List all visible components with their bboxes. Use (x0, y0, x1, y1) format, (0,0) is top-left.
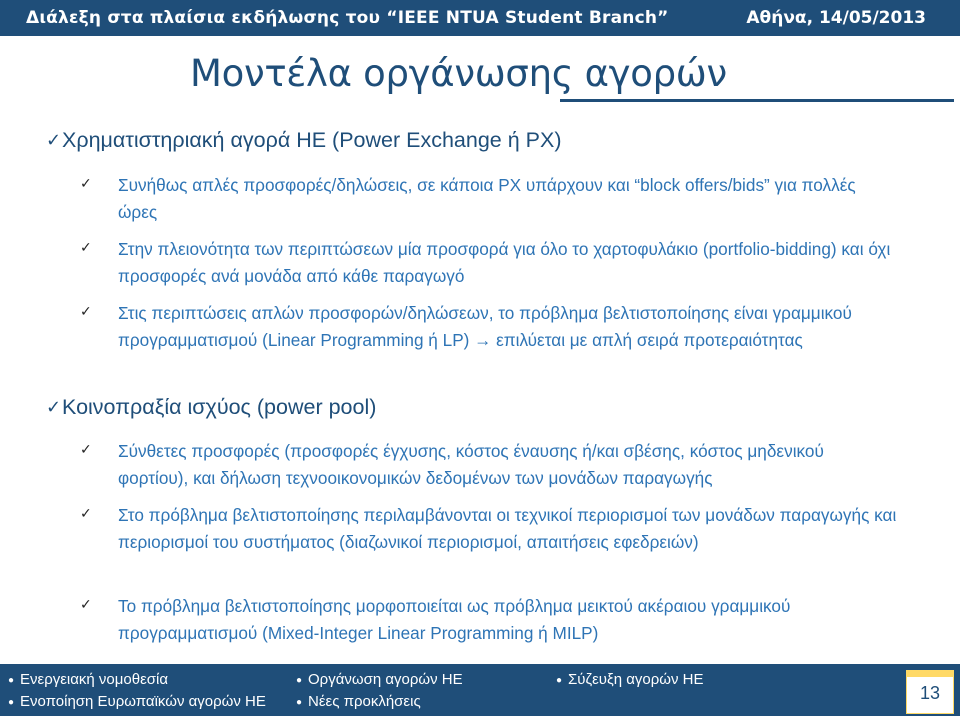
footer-link-market-coupling[interactable]: ● Σύζευξη αγορών ΗΕ (556, 671, 704, 688)
bullet-icon: ● (8, 696, 15, 708)
header-title: Διάλεξη στα πλαίσια εκδήλωσης του “IEEE NTUA Student Branch” (26, 8, 669, 28)
footer-link-new-challenges[interactable]: ● Νέες προκλήσεις (296, 693, 421, 710)
bullet-icon: ● (8, 674, 15, 686)
page-number-box (906, 670, 954, 714)
check-icon: ✓ (80, 442, 92, 458)
check-icon: ✓ (80, 176, 92, 192)
check-icon: ✓ (80, 597, 92, 613)
bullet-icon: ● (296, 696, 303, 708)
check-icon: ✓ (46, 397, 62, 418)
bullet-icon: ● (556, 674, 563, 686)
footer-link-energy-legislation[interactable]: ● Ενεργειακή νομοθεσία (8, 671, 169, 688)
bullet-icon: ● (296, 674, 303, 686)
check-icon: ✓ (80, 506, 92, 522)
page-number-accent (907, 671, 953, 677)
header-date: Αθήνα, 14/05/2013 (746, 8, 926, 28)
check-icon: ✓ (80, 240, 92, 256)
footer-link-market-organization[interactable]: ● Οργάνωση αγορών ΗΕ (296, 671, 463, 688)
check-icon: ✓ (80, 304, 92, 320)
slide-title: Μοντέλα οργάνωσης αγορών (190, 52, 727, 95)
header-bar (0, 0, 960, 36)
check-icon: ✓ (46, 130, 62, 151)
footer-bar (0, 664, 960, 716)
footer-link-european-integration[interactable]: ● Ενοποίηση Ευρωπαϊκών αγορών ΗΕ (8, 693, 266, 710)
title-underline (560, 99, 954, 102)
page-number: 13 (919, 683, 941, 703)
